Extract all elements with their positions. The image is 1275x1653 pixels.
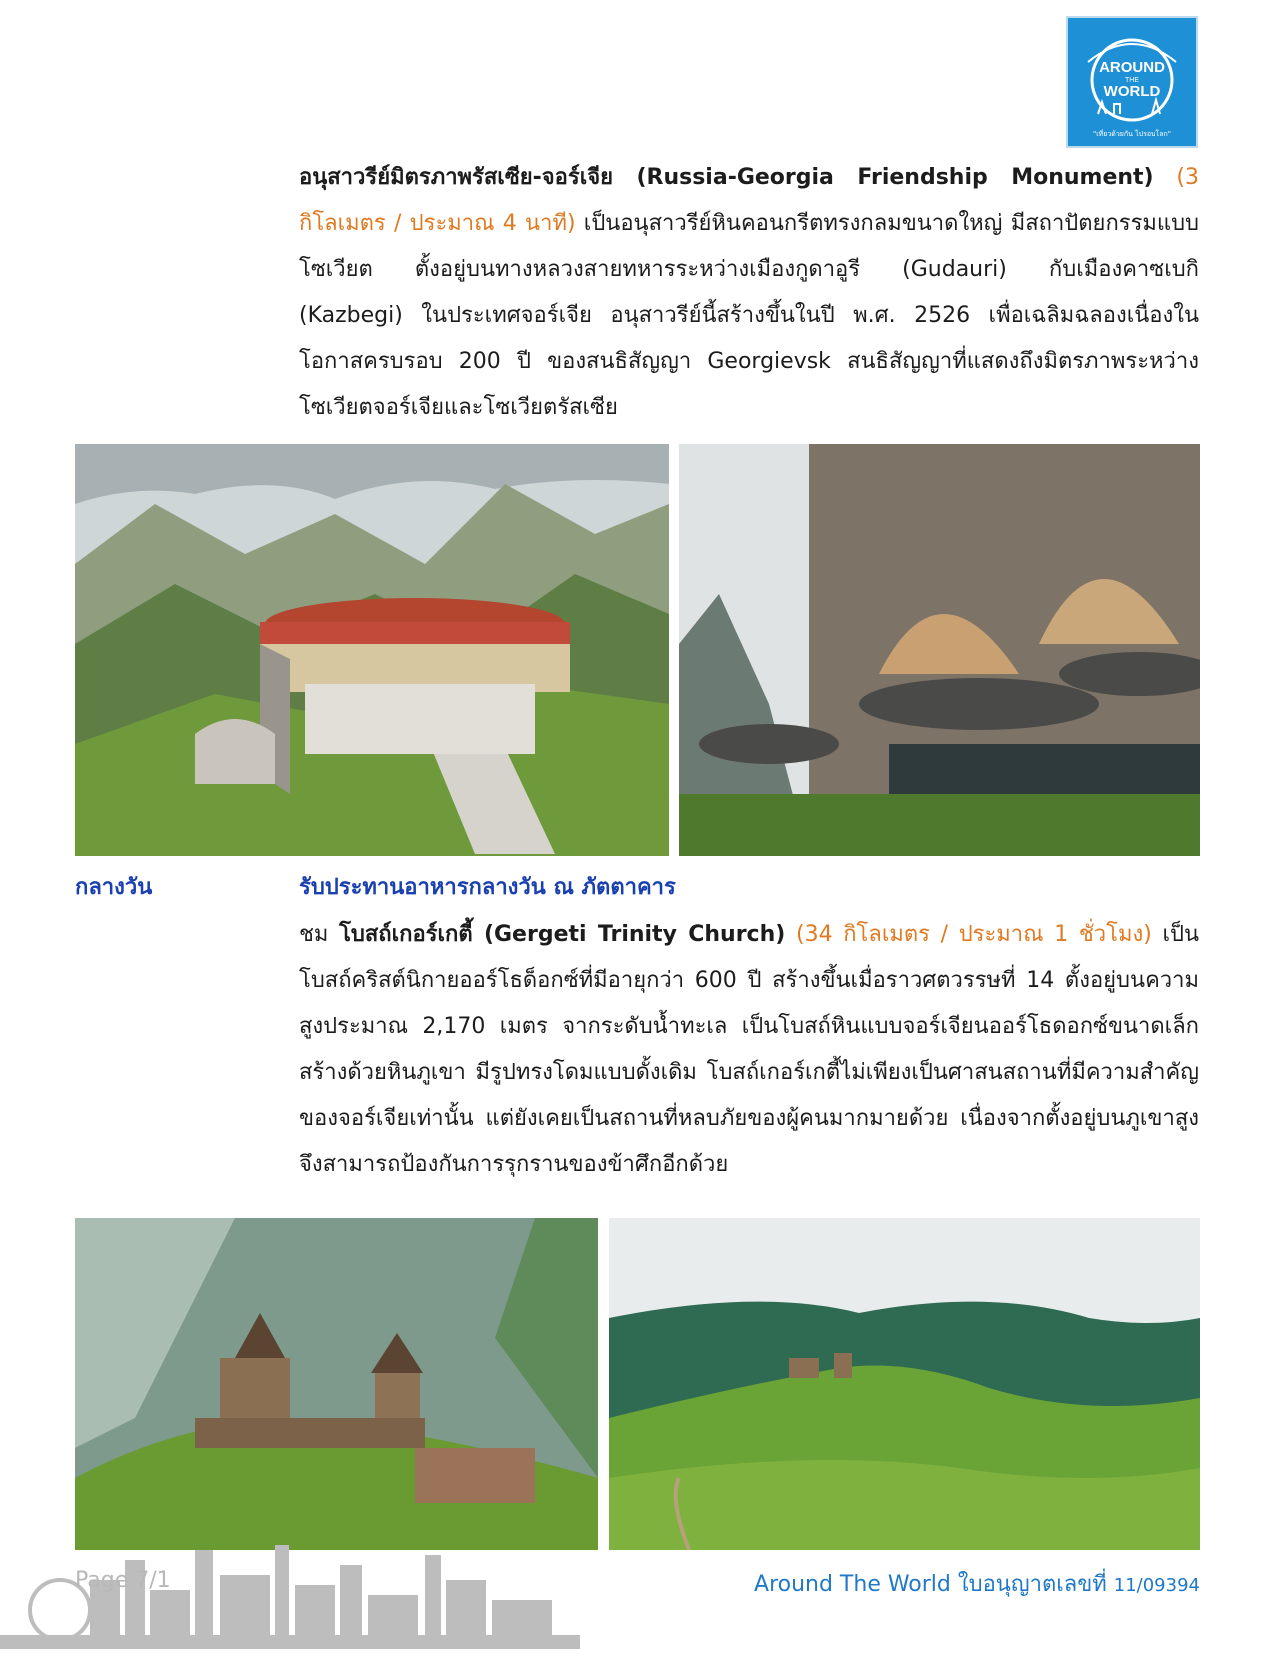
church-title: โบสถ์เกอร์เกตี้ (Gergeti Trinity Church) xyxy=(339,922,786,947)
church-body: เป็นโบสถ์คริสต์นิกายออร์โธด็อกซ์ที่มีอายุกว่า 600 ปี สร้างขึ้นเมื่อราวศตวรรษที่ 14 ตั้งอยู่บนความสูงประมาณ 2,170 เมตร จากระดับน้ำทะเล เป็นโบสถ์หินแบบจอร์เจียนออร์โธดอกซ์ขนาดเล็ก สร้างด้วยหินภูเขา มีรูปทรงโดมแบบดั้งเดิม โบสถ์เกอร์เกตี้ไม่เพียงเป็นศาสนสถานที่มีความสำคัญของจอร์เจียเท่านั้น แต่ยังเคยเป็นสถานที่หลบภัยของผู้คนมากมายด้วย เนื่องจากตั้งอยู่บนภูเขาสูง จึงสามารถป้องกันการรุกรานของข้าศึกอีกด้วย xyxy=(299,922,1199,1177)
church-closeup-photo xyxy=(75,1218,598,1550)
footer-brand: Around The World xyxy=(754,1572,951,1597)
meal-time-label: กลางวัน xyxy=(75,875,153,900)
logo-slogan: "เที่ยวด้วยกัน ไปรอบโลก" xyxy=(1093,130,1171,138)
monument-body: เป็นอนุสาวรีย์หินคอนกรีตทรงกลมขนาดใหญ่ มีสถาปัตยกรรมแบบโซเวียต ตั้งอยู่บนทางหลวงสายทหารระหว่างเมืองกูดาอูรี (Gudauri) กับเมืองคาซเบกิ (Kazbegi) ในประเทศจอร์เจีย อนุสาวรีย์นี้สร้างขึ้นในปี พ.ศ. 2526 เพื่อเฉลิมฉลองเนื่องในโอกาสครบรอบ 200 ปี ของสนธิสัญญา Georgievsk สนธิสัญญาที่แสดงถึงมิตรภาพระหว่างโซเวียตจอร์เจียและโซเวียตรัสเซีย xyxy=(299,211,1200,420)
church-valley-photo xyxy=(609,1218,1200,1550)
page-number: Page 7/1 xyxy=(75,1568,171,1593)
church-prefix: ชม xyxy=(299,922,340,947)
logo-line2: THE xyxy=(1125,77,1139,84)
lunch-text: รับประทานอาหารกลางวัน ณ ภัตตาคาร xyxy=(299,875,676,900)
logo-line3: WORLD xyxy=(1103,83,1161,100)
footer-license-number: 11/09394 xyxy=(1113,1575,1200,1596)
church-distance: (34 กิโลเมตร / ประมาณ 1 ชั่วโมง) xyxy=(785,922,1152,947)
church-description xyxy=(299,912,1199,1188)
logo-line1: AROUND xyxy=(1099,59,1165,76)
footer-license xyxy=(754,1566,1200,1601)
footer-license-label: ใบอนุญาตเลขที่ xyxy=(950,1572,1114,1597)
monument-balcony-photo xyxy=(679,444,1200,856)
monument-description xyxy=(299,155,1199,431)
monument-distance: (3 กิโลเมตร / ประมาณ 4 นาที) xyxy=(299,165,1199,236)
monument-aerial-photo xyxy=(75,444,669,856)
company-logo xyxy=(1066,16,1198,148)
monument-title: อนุสาวรีย์มิตรภาพรัสเซีย-จอร์เจีย (Russia-Georgia Friendship Monument) xyxy=(299,165,1154,190)
city-skyline-decoration xyxy=(0,1540,580,1649)
